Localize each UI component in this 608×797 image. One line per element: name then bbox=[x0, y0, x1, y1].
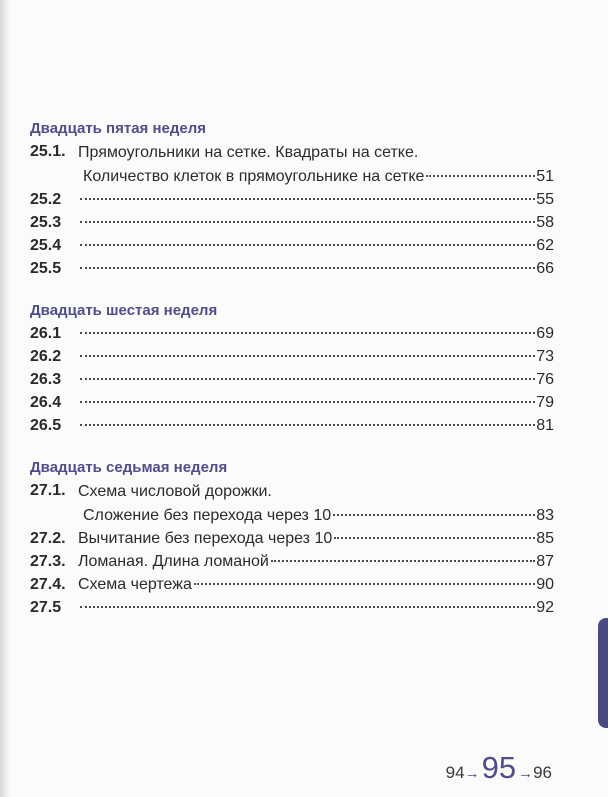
entry-title: Схема чертежа bbox=[78, 576, 192, 593]
entry-title: Количество клеток в прямоугольнике на сетке bbox=[83, 168, 425, 185]
entry-number: 26.1 bbox=[30, 325, 62, 342]
page-number: 55 bbox=[536, 191, 554, 208]
toc-entry[interactable] bbox=[30, 550, 554, 573]
page-number: 58 bbox=[536, 214, 554, 231]
dot-leader bbox=[80, 378, 535, 380]
section-title: Двадцать шестая неделя bbox=[30, 302, 218, 319]
arrow-right-icon: → bbox=[464, 765, 480, 782]
dot-leader bbox=[194, 583, 535, 585]
page-number: 51 bbox=[536, 168, 554, 185]
toc-entry[interactable] bbox=[30, 391, 554, 414]
dot-leader bbox=[80, 355, 535, 357]
toc-section bbox=[30, 300, 554, 437]
toc-entry[interactable] bbox=[30, 527, 554, 550]
table-of-contents bbox=[30, 118, 554, 639]
dot-leader bbox=[80, 221, 535, 223]
current-page-number: 95 bbox=[481, 750, 517, 785]
entry-title-line: Прямоугольники на сетке. Квадраты на сетке. bbox=[78, 144, 419, 161]
dot-leader bbox=[80, 267, 535, 269]
entry-row bbox=[78, 414, 554, 437]
toc-entry[interactable] bbox=[30, 140, 554, 188]
toc-entry[interactable] bbox=[30, 234, 554, 257]
toc-entry[interactable] bbox=[30, 368, 554, 391]
page-number: 90 bbox=[536, 576, 554, 593]
toc-entry[interactable] bbox=[30, 596, 554, 619]
toc-entry[interactable] bbox=[30, 257, 554, 280]
page-number: 83 bbox=[536, 507, 554, 524]
entry-row bbox=[78, 322, 554, 345]
dot-leader bbox=[426, 175, 535, 177]
entry-number: 27.4. bbox=[30, 576, 66, 593]
dot-leader bbox=[80, 332, 535, 334]
arrow-right-icon: → bbox=[518, 765, 534, 782]
entry-number: 27.5 bbox=[30, 599, 62, 616]
section-title: Двадцать седьмая неделя bbox=[30, 459, 228, 476]
page-number: 81 bbox=[536, 417, 554, 434]
toc-entry[interactable] bbox=[30, 414, 554, 437]
entry-row bbox=[78, 165, 554, 188]
entry-title-line: Схема числовой дорожки. bbox=[78, 483, 272, 500]
entry-row bbox=[78, 234, 554, 257]
toc-entry[interactable] bbox=[30, 211, 554, 234]
page-number: 87 bbox=[536, 553, 554, 570]
entry-number: 27.3. bbox=[30, 553, 66, 570]
entry-row bbox=[78, 596, 554, 619]
next-page-number[interactable]: 96 bbox=[533, 763, 552, 782]
toc-entry[interactable] bbox=[30, 322, 554, 345]
dot-leader bbox=[80, 244, 535, 246]
page-number: 85 bbox=[536, 530, 554, 547]
entry-number: 27.1. bbox=[30, 482, 66, 499]
entry-title: Вычитание без перехода через 10 bbox=[78, 530, 333, 547]
entry-number: 26.5 bbox=[30, 417, 62, 434]
entry-number: 25.1. bbox=[30, 143, 66, 160]
dot-leader bbox=[271, 560, 535, 562]
entry-row bbox=[78, 391, 554, 414]
entry-number: 25.4 bbox=[30, 237, 62, 254]
page-number: 73 bbox=[536, 348, 554, 365]
entry-title: Ломаная. Длина ломаной bbox=[78, 553, 269, 570]
page-navigation bbox=[446, 750, 552, 790]
dot-leader bbox=[80, 198, 535, 200]
toc-section bbox=[30, 457, 554, 619]
page-number: 62 bbox=[536, 237, 554, 254]
prev-page-number[interactable]: 94 bbox=[445, 763, 465, 782]
entry-title: Сложение без перехода через 10 bbox=[83, 507, 332, 524]
entry-row bbox=[78, 257, 554, 280]
entry-row bbox=[78, 550, 554, 573]
toc-section bbox=[30, 118, 554, 280]
entry-number: 25.5 bbox=[30, 260, 62, 277]
entry-row bbox=[78, 504, 554, 527]
dot-leader bbox=[333, 514, 535, 516]
entry-number: 26.4 bbox=[30, 394, 62, 411]
page-number: 66 bbox=[536, 260, 554, 277]
page-number: 92 bbox=[536, 599, 554, 616]
toc-entry[interactable] bbox=[30, 479, 554, 527]
dot-leader bbox=[334, 537, 535, 539]
entry-number: 25.3 bbox=[30, 214, 62, 231]
page-number: 76 bbox=[536, 371, 554, 388]
dot-leader bbox=[80, 606, 535, 608]
toc-entry[interactable] bbox=[30, 188, 554, 211]
entry-row bbox=[78, 368, 554, 391]
entry-row bbox=[78, 345, 554, 368]
dot-leader bbox=[80, 424, 535, 426]
entry-row bbox=[78, 573, 554, 596]
side-bookmark-tab bbox=[598, 618, 608, 728]
toc-entry[interactable] bbox=[30, 345, 554, 368]
entry-number: 26.2 bbox=[30, 348, 62, 365]
section-title: Двадцать пятая неделя bbox=[30, 120, 207, 137]
entry-row bbox=[78, 211, 554, 234]
entry-row bbox=[78, 188, 554, 211]
entry-number: 26.3 bbox=[30, 371, 62, 388]
page-gutter-shadow bbox=[0, 0, 10, 797]
entry-number: 27.2. bbox=[30, 530, 66, 547]
entry-number: 25.2 bbox=[30, 191, 62, 208]
page-number: 69 bbox=[536, 325, 554, 342]
entry-row bbox=[78, 527, 554, 550]
dot-leader bbox=[80, 401, 535, 403]
toc-entry[interactable] bbox=[30, 573, 554, 596]
page-number: 79 bbox=[536, 394, 554, 411]
